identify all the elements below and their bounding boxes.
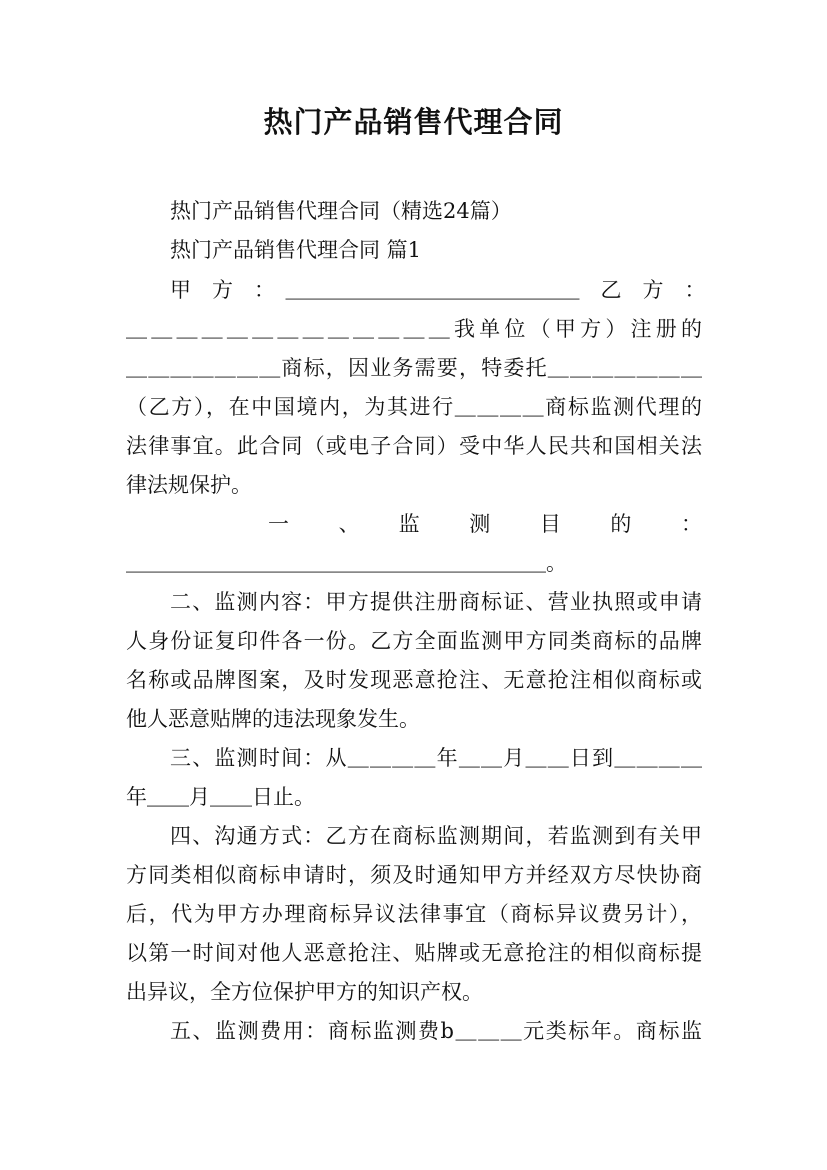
body-line: 出异议，全方位保护甲方的知识产权。 <box>126 980 483 1004</box>
body-line: ＿＿＿＿＿＿＿＿＿＿＿＿＿我单位（甲方）注册的 <box>126 317 702 341</box>
body-line: 以第一时间对他人恶意抢注、贴牌或无意抢注的相似商标提 <box>126 941 702 965</box>
body-line: 人身份证复印件各一份。乙方全面监测甲方同类商标的品牌 <box>126 629 702 653</box>
body-line: 名称或品牌图案，及时发现恶意抢注、无意抢注相似商标或 <box>126 668 702 692</box>
document-subtitle: 热门产品销售代理合同（精选24篇） <box>170 199 512 223</box>
body-line: ＿＿＿＿＿＿＿商标，因业务需要，特委托＿＿＿＿＿＿＿ <box>126 356 702 380</box>
body-line: 二、监测内容：甲方提供注册商标证、营业执照或申请 <box>170 590 702 614</box>
body-line: 律法规保护。 <box>126 473 252 497</box>
body-line: 四、沟通方式：乙方在商标监测期间，若监测到有关甲 <box>170 824 702 848</box>
section-heading: 热门产品销售代理合同 篇1 <box>170 238 422 262</box>
body-line: 方同类相似商标申请时，须及时通知甲方并经双方尽快协商 <box>126 863 702 887</box>
body-line: 三、监测时间：从＿＿＿＿年＿＿月＿＿日到＿＿＿＿ <box>170 746 702 770</box>
document-title: 热门产品销售代理合同 <box>263 105 564 139</box>
body-line: 法律事宜。此合同（或电子合同）受中华人民共和国相关法 <box>126 434 702 458</box>
body-line: 甲 方 ： ＿＿＿＿＿＿＿＿＿＿＿＿＿＿ 乙 方 ： <box>170 278 706 302</box>
body-line: 他人恶意贴牌的违法现象发生。 <box>126 707 420 731</box>
body-line: 五、监测费用：商标监测费b＿＿＿元类标年。商标监 <box>170 1019 702 1043</box>
body-line: （乙方），在中国境内，为其进行＿＿＿＿商标监测代理的 <box>126 395 702 419</box>
body-line: 一 、 监 测 目 的 ： <box>268 512 702 536</box>
body-line: 年＿＿月＿＿日止。 <box>126 785 315 809</box>
body-line: 后，代为甲方办理商标异议法律事宜（商标异议费另计）， <box>126 902 702 926</box>
body-line: ＿＿＿＿＿＿＿＿＿＿＿＿＿＿＿＿＿＿＿＿。 <box>126 551 567 575</box>
